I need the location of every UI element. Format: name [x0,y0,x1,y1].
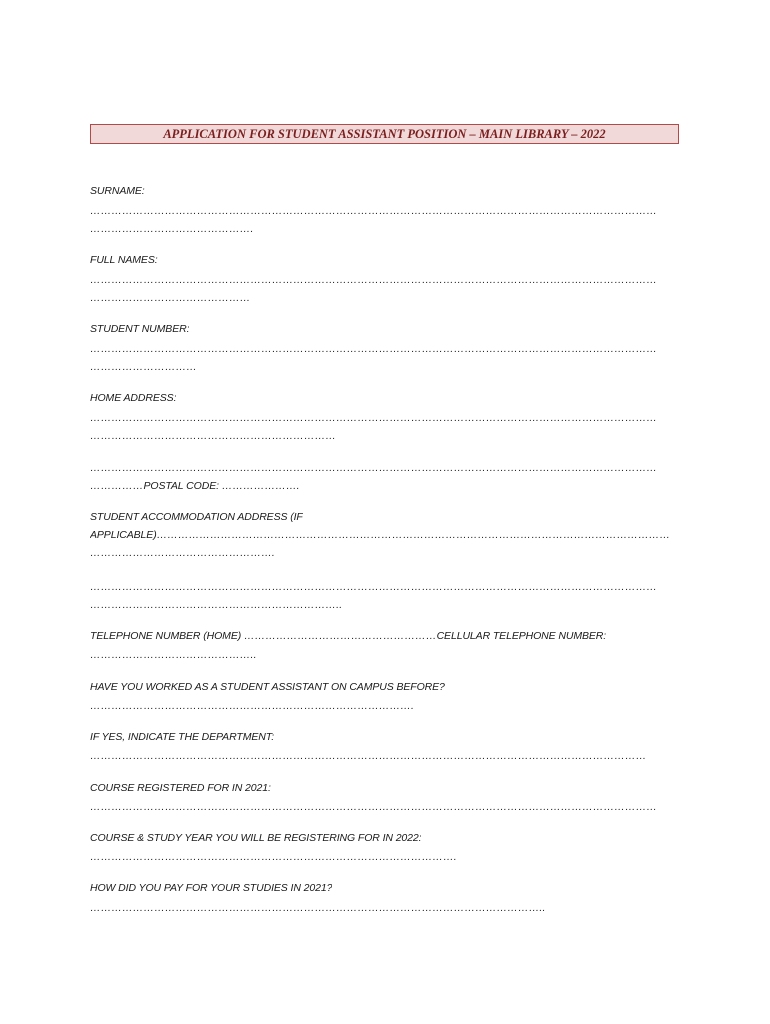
worked-before-label: HAVE YOU WORKED AS A STUDENT ASSISTANT ON CAMPUS BEFORE? [90,681,445,693]
home-address-dotted-line-4[interactable]: …………… [90,480,144,492]
form-title-banner [90,124,679,144]
full-names-label: FULL NAMES: [90,254,158,266]
form-title: APPLICATION FOR STUDENT ASSISTANT POSITION – MAIN LIBRARY – 2022 [163,126,606,141]
accommodation-dotted-line-2[interactable]: ……………………………………………. [90,547,276,559]
student-number-dotted-line-2[interactable]: ………………………… [90,361,197,373]
surname-label: SURNAME: [90,185,145,197]
student-number-label: STUDENT NUMBER: [90,323,190,335]
cellular-dotted-line[interactable]: ……………………………………….. [90,649,257,661]
student-number-dotted-line-1[interactable]: …………………………………………………………………………………………………………………………………………… [90,343,658,355]
accommodation-dotted-line-1[interactable]: ……………………………………………………………………………………………………………………………… [156,529,671,541]
accommodation-dotted-line-3[interactable]: …………………………………………………………………………………………………………………………………………… [90,581,658,593]
postal-code-row [90,479,300,493]
course-2022-label: COURSE & STUDY YEAR YOU WILL BE REGISTERING FOR IN 2022: [90,832,422,844]
surname-dotted-line-1[interactable]: …………………………………………………………………………………………………………………………………………… [90,205,658,217]
surname-dotted-line-2[interactable]: ………………………………………. [90,223,254,235]
accommodation-label-2: APPLICABLE) [90,529,157,541]
worked-before-dotted-line[interactable]: ………………………………………………………………………………. [90,700,415,712]
department-label: IF YES, INDICATE THE DEPARTMENT: [90,731,275,743]
home-address-dotted-line-1[interactable]: …………………………………………………………………………………………………………………………………………… [90,412,658,424]
accommodation-dotted-line-4[interactable]: …………………………………………………………….. [90,599,343,611]
home-address-dotted-line-2[interactable]: …………………………………………………………… [90,430,337,442]
telephone-home-dotted-line[interactable]: ……………………………………………… [243,630,437,642]
telephone-row [90,629,606,643]
pay-studies-label: HOW DID YOU PAY FOR YOUR STUDIES IN 2021? [90,882,333,894]
full-names-dotted-line-1[interactable]: …………………………………………………………………………………………………………………………………………… [90,274,658,286]
accommodation-label-1: STUDENT ACCOMMODATION ADDRESS (IF [90,511,303,523]
course-2022-dotted-line[interactable]: …………………………………………………………………………………………. [90,851,457,863]
home-address-label: HOME ADDRESS: [90,392,177,404]
full-names-dotted-line-2[interactable]: ……………………………………… [90,292,251,304]
pay-studies-dotted-line[interactable]: ……………………………………………………………………………………………………………….. [90,902,546,914]
postal-code-label: POSTAL CODE: [143,480,219,492]
home-address-dotted-line-3[interactable]: …………………………………………………………………………………………………………………………………………… [90,462,658,474]
cellular-label: CELLULAR TELEPHONE NUMBER: [436,630,607,642]
course-2021-dotted-line[interactable]: …………………………………………………………………………………………………………………………………………… [90,801,658,813]
accommodation-row [90,528,680,542]
course-2021-label: COURSE REGISTERED FOR IN 2021: [90,782,271,794]
department-dotted-line[interactable]: ………………………………………………………………………………………………………………………………………… [90,750,647,762]
telephone-home-label: TELEPHONE NUMBER (HOME) [90,630,242,642]
postal-code-dotted-line[interactable]: …………………. [221,480,300,492]
